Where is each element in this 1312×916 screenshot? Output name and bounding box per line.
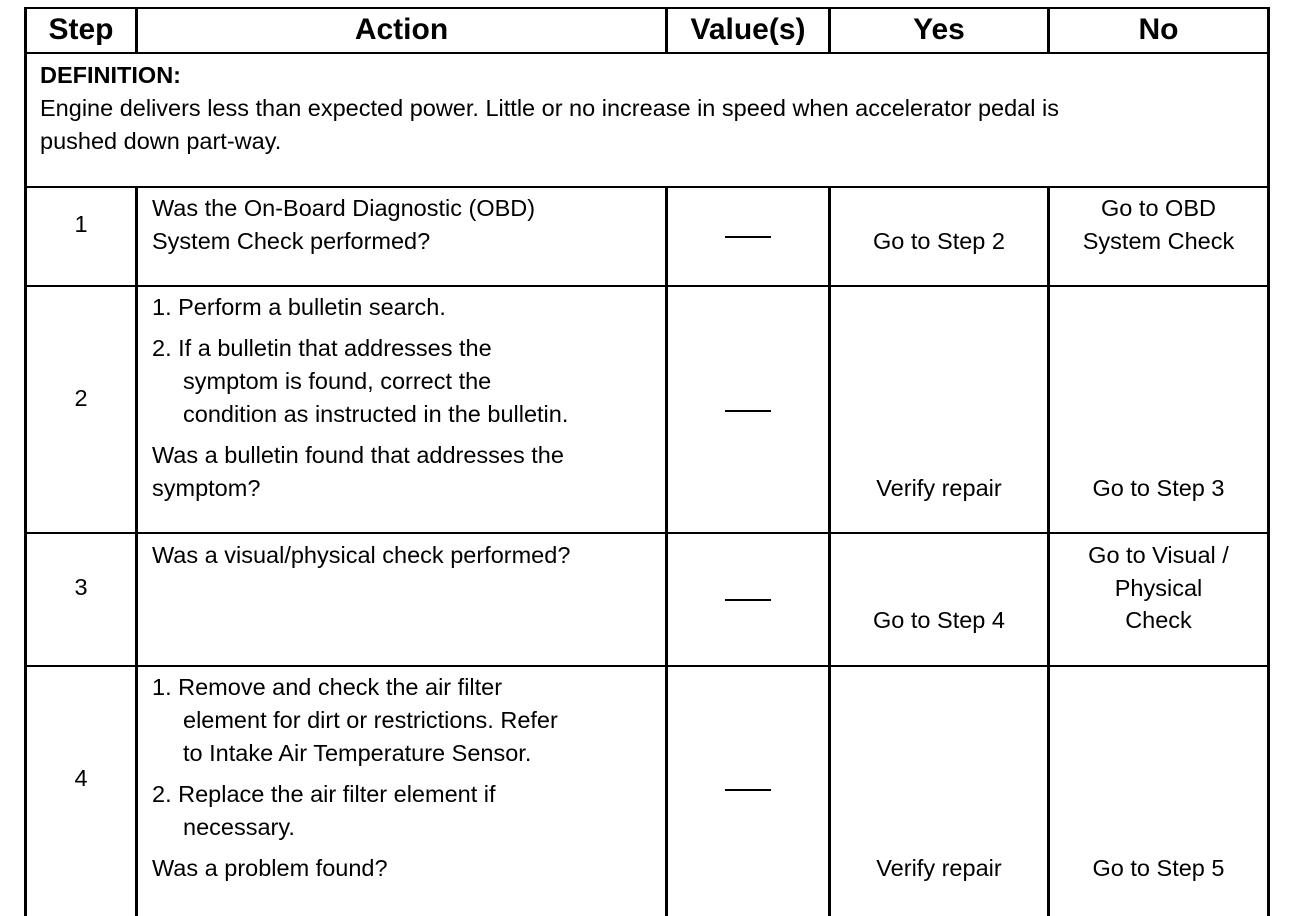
action-item-continued: necessary.	[183, 814, 295, 840]
yes-result: Verify repair	[876, 475, 1002, 501]
row-1-bottom-border	[24, 285, 1270, 287]
action-item-continued: symptom is found, correct the	[183, 368, 492, 394]
action-text: Was a visual/physical check performed?	[152, 542, 571, 568]
action-question: Was a bulletin found that addresses the	[152, 442, 564, 468]
row-3-bottom-border	[24, 665, 1270, 667]
header-action: Action	[354, 13, 449, 46]
col-divider-action-values	[665, 186, 668, 916]
action-question: Was a problem found?	[152, 855, 388, 881]
action-item-continued: condition as instructed in the bulletin.	[183, 401, 569, 427]
header-no: No	[1138, 13, 1179, 46]
row-2-bottom-border	[24, 532, 1270, 534]
header-values: Value(s)	[690, 13, 806, 46]
yes-result: Verify repair	[876, 855, 1002, 881]
definition-line-1: Engine delivers less than expected power. Little or no increase in speed when accelerator pedal is	[40, 95, 1059, 121]
step-number: 1	[74, 211, 88, 237]
header-step: Step	[48, 13, 114, 46]
no-result: Physical	[1114, 575, 1203, 601]
action-text: System Check performed?	[152, 228, 431, 254]
action-item-continued: element for dirt or restrictions. Refer	[183, 707, 558, 733]
no-result: Go to OBD	[1101, 195, 1216, 221]
step-number: 2	[74, 385, 88, 411]
action-question: symptom?	[152, 475, 261, 501]
no-result: Check	[1125, 607, 1192, 633]
value-dash	[725, 410, 771, 412]
step-number: 3	[74, 574, 88, 600]
action-text: Was the On-Board Diagnostic (OBD)	[152, 195, 536, 221]
no-result: Go to Step 3	[1092, 475, 1225, 501]
action-item: 1. Remove and check the air filter	[152, 674, 503, 700]
step-number: 4	[74, 765, 88, 791]
action-item: 2. If a bulletin that addresses the	[152, 335, 492, 361]
col-divider-step-action	[135, 186, 138, 916]
value-dash	[725, 599, 771, 601]
value-dash	[725, 236, 771, 238]
action-item: 1. Perform a bulletin search.	[152, 294, 446, 320]
no-result: System Check	[1082, 228, 1235, 254]
definition-bottom-border	[24, 186, 1270, 188]
value-dash	[725, 789, 771, 791]
header-bottom-border	[24, 52, 1270, 54]
action-item: 2. Replace the air filter element if	[152, 781, 496, 807]
no-result: Go to Visual /	[1088, 542, 1229, 568]
yes-result: Go to Step 4	[873, 607, 1005, 633]
no-result: Go to Step 5	[1092, 855, 1225, 881]
col-divider-values-yes	[828, 186, 831, 916]
definition-title: DEFINITION:	[40, 62, 181, 88]
table-right-border	[1267, 7, 1270, 916]
action-item-continued: to Intake Air Temperature Sensor.	[183, 740, 532, 766]
definition-line-2: pushed down part-way.	[40, 128, 282, 154]
header-yes: Yes	[913, 13, 965, 46]
yes-result: Go to Step 2	[873, 228, 1005, 254]
